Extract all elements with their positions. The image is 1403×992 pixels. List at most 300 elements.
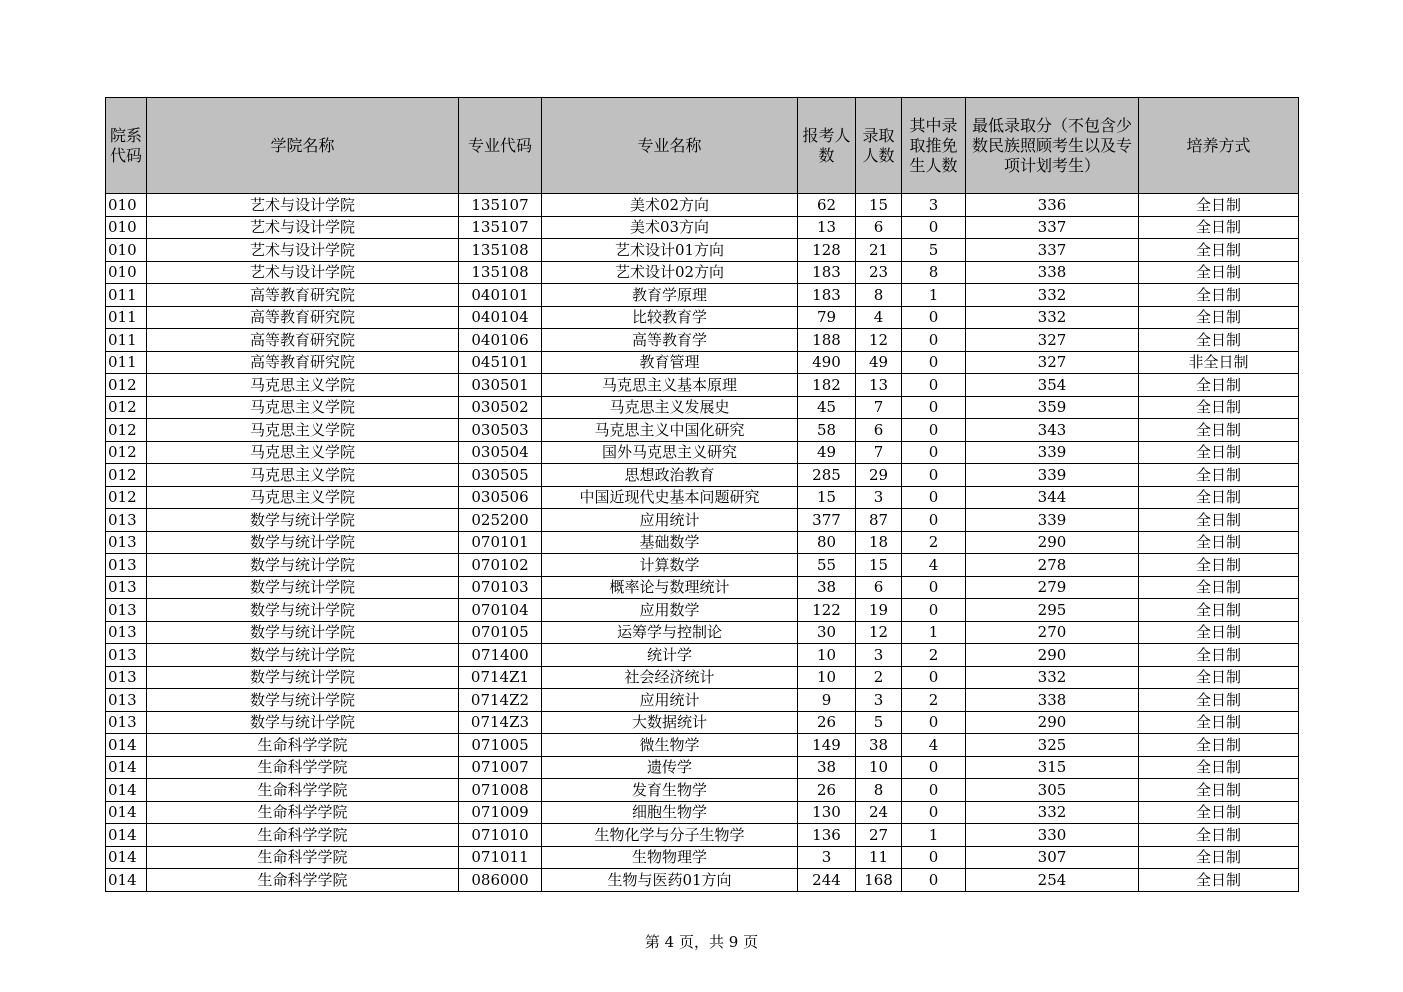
min-score-cell: 339: [966, 509, 1139, 532]
table-row: [106, 216, 1299, 239]
recommended-cell: 0: [902, 464, 966, 487]
admitted-cell: 8: [856, 779, 902, 802]
major-name-cell: 概率论与数理统计: [542, 576, 798, 599]
header-recommended: 其中录取推免生人数: [902, 98, 966, 194]
major-code-cell: 0714Z2: [459, 689, 542, 712]
table-row: [106, 464, 1299, 487]
min-score-cell: 339: [966, 441, 1139, 464]
admitted-cell: 2: [856, 666, 902, 689]
study-mode-cell: 全日制: [1139, 441, 1299, 464]
admitted-cell: 8: [856, 284, 902, 307]
recommended-cell: 1: [902, 621, 966, 644]
major-code-cell: 135108: [459, 239, 542, 262]
major-code-cell: 030501: [459, 374, 542, 397]
recommended-cell: 8: [902, 261, 966, 284]
major-code-cell: 135107: [459, 216, 542, 239]
study-mode-cell: 全日制: [1139, 194, 1299, 217]
study-mode-cell: 全日制: [1139, 644, 1299, 667]
table-row: [106, 284, 1299, 307]
applicants-cell: 58: [798, 419, 856, 442]
major-name-cell: 基础数学: [542, 531, 798, 554]
dept-code-cell: 013: [106, 576, 147, 599]
study-mode-cell: 全日制: [1139, 509, 1299, 532]
dept-code-cell: 011: [106, 329, 147, 352]
applicants-cell: 38: [798, 756, 856, 779]
table-body: [106, 194, 1299, 892]
admitted-cell: 6: [856, 576, 902, 599]
table-header: [106, 98, 1299, 194]
min-score-cell: 279: [966, 576, 1139, 599]
major-code-cell: 071400: [459, 644, 542, 667]
applicants-cell: 490: [798, 351, 856, 374]
major-code-cell: 070105: [459, 621, 542, 644]
table-row: [106, 531, 1299, 554]
college-name-cell: 生命科学学院: [147, 734, 459, 757]
study-mode-cell: 全日制: [1139, 419, 1299, 442]
college-name-cell: 生命科学学院: [147, 824, 459, 847]
college-name-cell: 数学与统计学院: [147, 644, 459, 667]
admitted-cell: 49: [856, 351, 902, 374]
page-footer: 第 4 页，共 9 页: [644, 933, 759, 951]
admitted-cell: 7: [856, 441, 902, 464]
college-name-cell: 马克思主义学院: [147, 396, 459, 419]
recommended-cell: 0: [902, 441, 966, 464]
recommended-cell: 0: [902, 756, 966, 779]
applicants-cell: 13: [798, 216, 856, 239]
major-code-cell: 086000: [459, 869, 542, 892]
min-score-cell: 338: [966, 261, 1139, 284]
major-name-cell: 艺术设计01方向: [542, 239, 798, 262]
major-name-cell: 遗传学: [542, 756, 798, 779]
admitted-cell: 3: [856, 644, 902, 667]
header-major-code: 专业代码: [459, 98, 542, 194]
applicants-cell: 62: [798, 194, 856, 217]
applicants-cell: 49: [798, 441, 856, 464]
major-name-cell: 美术02方向: [542, 194, 798, 217]
applicants-cell: 285: [798, 464, 856, 487]
study-mode-cell: 全日制: [1139, 329, 1299, 352]
major-code-cell: 0714Z3: [459, 711, 542, 734]
min-score-cell: 337: [966, 239, 1139, 262]
dept-code-cell: 013: [106, 666, 147, 689]
admitted-cell: 38: [856, 734, 902, 757]
min-score-cell: 344: [966, 486, 1139, 509]
major-name-cell: 运筹学与控制论: [542, 621, 798, 644]
admitted-cell: 87: [856, 509, 902, 532]
major-name-cell: 计算数学: [542, 554, 798, 577]
table-row: [106, 824, 1299, 847]
study-mode-cell: 全日制: [1139, 621, 1299, 644]
major-code-cell: 0714Z1: [459, 666, 542, 689]
major-code-cell: 030503: [459, 419, 542, 442]
study-mode-cell: 全日制: [1139, 846, 1299, 869]
min-score-cell: 290: [966, 711, 1139, 734]
admitted-cell: 6: [856, 419, 902, 442]
dept-code-cell: 012: [106, 374, 147, 397]
study-mode-cell: 全日制: [1139, 374, 1299, 397]
table-row: [106, 396, 1299, 419]
study-mode-cell: 全日制: [1139, 711, 1299, 734]
major-name-cell: 马克思主义中国化研究: [542, 419, 798, 442]
applicants-cell: 9: [798, 689, 856, 712]
major-name-cell: 生物物理学: [542, 846, 798, 869]
recommended-cell: 2: [902, 644, 966, 667]
admitted-cell: 24: [856, 801, 902, 824]
min-score-cell: 332: [966, 666, 1139, 689]
dept-code-cell: 013: [106, 554, 147, 577]
applicants-cell: 3: [798, 846, 856, 869]
min-score-cell: 327: [966, 351, 1139, 374]
recommended-cell: 4: [902, 734, 966, 757]
major-name-cell: 生物与医药01方向: [542, 869, 798, 892]
table-row: [106, 846, 1299, 869]
table-row: [106, 509, 1299, 532]
dept-code-cell: 011: [106, 351, 147, 374]
major-name-cell: 中国近现代史基本问题研究: [542, 486, 798, 509]
dept-code-cell: 014: [106, 869, 147, 892]
min-score-cell: 290: [966, 644, 1139, 667]
admitted-cell: 23: [856, 261, 902, 284]
min-score-cell: 327: [966, 329, 1139, 352]
table-row: [106, 801, 1299, 824]
min-score-cell: 359: [966, 396, 1139, 419]
recommended-cell: 0: [902, 666, 966, 689]
applicants-cell: 80: [798, 531, 856, 554]
applicants-cell: 149: [798, 734, 856, 757]
college-name-cell: 数学与统计学院: [147, 554, 459, 577]
study-mode-cell: 非全日制: [1139, 351, 1299, 374]
college-name-cell: 数学与统计学院: [147, 509, 459, 532]
college-name-cell: 数学与统计学院: [147, 576, 459, 599]
applicants-cell: 30: [798, 621, 856, 644]
applicants-cell: 15: [798, 486, 856, 509]
table-row: [106, 621, 1299, 644]
applicants-cell: 183: [798, 261, 856, 284]
college-name-cell: 数学与统计学院: [147, 621, 459, 644]
recommended-cell: 2: [902, 689, 966, 712]
admitted-cell: 13: [856, 374, 902, 397]
college-name-cell: 艺术与设计学院: [147, 216, 459, 239]
major-name-cell: 社会经济统计: [542, 666, 798, 689]
dept-code-cell: 013: [106, 644, 147, 667]
major-name-cell: 马克思主义发展史: [542, 396, 798, 419]
admitted-cell: 12: [856, 621, 902, 644]
study-mode-cell: 全日制: [1139, 396, 1299, 419]
study-mode-cell: 全日制: [1139, 666, 1299, 689]
study-mode-cell: 全日制: [1139, 824, 1299, 847]
table-row: [106, 644, 1299, 667]
applicants-cell: 182: [798, 374, 856, 397]
table-row: [106, 441, 1299, 464]
table-row: [106, 374, 1299, 397]
major-code-cell: 071011: [459, 846, 542, 869]
admitted-cell: 10: [856, 756, 902, 779]
table-row: [106, 306, 1299, 329]
college-name-cell: 马克思主义学院: [147, 441, 459, 464]
major-name-cell: 统计学: [542, 644, 798, 667]
major-code-cell: 025200: [459, 509, 542, 532]
college-name-cell: 艺术与设计学院: [147, 261, 459, 284]
min-score-cell: 339: [966, 464, 1139, 487]
dept-code-cell: 010: [106, 239, 147, 262]
applicants-cell: 130: [798, 801, 856, 824]
dept-code-cell: 013: [106, 621, 147, 644]
college-name-cell: 高等教育研究院: [147, 351, 459, 374]
admitted-cell: 15: [856, 554, 902, 577]
dept-code-cell: 014: [106, 779, 147, 802]
applicants-cell: 79: [798, 306, 856, 329]
header-major-name: 专业名称: [542, 98, 798, 194]
min-score-cell: 254: [966, 869, 1139, 892]
table-row: [106, 554, 1299, 577]
major-name-cell: 比较教育学: [542, 306, 798, 329]
college-name-cell: 生命科学学院: [147, 801, 459, 824]
admitted-cell: 5: [856, 711, 902, 734]
major-code-cell: 135107: [459, 194, 542, 217]
study-mode-cell: 全日制: [1139, 576, 1299, 599]
college-name-cell: 马克思主义学院: [147, 419, 459, 442]
study-mode-cell: 全日制: [1139, 801, 1299, 824]
study-mode-cell: 全日制: [1139, 486, 1299, 509]
dept-code-cell: 014: [106, 846, 147, 869]
applicants-cell: 128: [798, 239, 856, 262]
table-row: [106, 666, 1299, 689]
study-mode-cell: 全日制: [1139, 869, 1299, 892]
major-code-cell: 030505: [459, 464, 542, 487]
admitted-cell: 6: [856, 216, 902, 239]
recommended-cell: 0: [902, 779, 966, 802]
recommended-cell: 3: [902, 194, 966, 217]
admitted-cell: 15: [856, 194, 902, 217]
major-code-cell: 070101: [459, 531, 542, 554]
dept-code-cell: 013: [106, 689, 147, 712]
major-name-cell: 马克思主义基本原理: [542, 374, 798, 397]
admitted-cell: 7: [856, 396, 902, 419]
college-name-cell: 生命科学学院: [147, 779, 459, 802]
applicants-cell: 183: [798, 284, 856, 307]
min-score-cell: 315: [966, 756, 1139, 779]
college-name-cell: 数学与统计学院: [147, 666, 459, 689]
recommended-cell: 0: [902, 576, 966, 599]
study-mode-cell: 全日制: [1139, 779, 1299, 802]
table-row: [106, 689, 1299, 712]
min-score-cell: 332: [966, 801, 1139, 824]
min-score-cell: 338: [966, 689, 1139, 712]
min-score-cell: 337: [966, 216, 1139, 239]
dept-code-cell: 012: [106, 486, 147, 509]
header-min-score: 最低录取分（不包含少数民族照顾考生以及专项计划考生）: [966, 98, 1139, 194]
dept-code-cell: 010: [106, 194, 147, 217]
college-name-cell: 马克思主义学院: [147, 464, 459, 487]
header-study-mode: 培养方式: [1139, 98, 1299, 194]
recommended-cell: 0: [902, 374, 966, 397]
study-mode-cell: 全日制: [1139, 216, 1299, 239]
table-row: [106, 419, 1299, 442]
major-code-cell: 071007: [459, 756, 542, 779]
recommended-cell: 1: [902, 284, 966, 307]
major-code-cell: 070103: [459, 576, 542, 599]
recommended-cell: 0: [902, 329, 966, 352]
major-name-cell: 生物化学与分子生物学: [542, 824, 798, 847]
dept-code-cell: 010: [106, 261, 147, 284]
college-name-cell: 马克思主义学院: [147, 374, 459, 397]
study-mode-cell: 全日制: [1139, 554, 1299, 577]
recommended-cell: 0: [902, 599, 966, 622]
college-name-cell: 高等教育研究院: [147, 306, 459, 329]
min-score-cell: 290: [966, 531, 1139, 554]
applicants-cell: 188: [798, 329, 856, 352]
table-row: [106, 351, 1299, 374]
recommended-cell: 0: [902, 486, 966, 509]
study-mode-cell: 全日制: [1139, 464, 1299, 487]
major-code-cell: 070104: [459, 599, 542, 622]
min-score-cell: 278: [966, 554, 1139, 577]
recommended-cell: 5: [902, 239, 966, 262]
applicants-cell: 45: [798, 396, 856, 419]
dept-code-cell: 012: [106, 464, 147, 487]
dept-code-cell: 014: [106, 756, 147, 779]
study-mode-cell: 全日制: [1139, 689, 1299, 712]
applicants-cell: 55: [798, 554, 856, 577]
major-code-cell: 040106: [459, 329, 542, 352]
min-score-cell: 354: [966, 374, 1139, 397]
admitted-cell: 3: [856, 689, 902, 712]
recommended-cell: 1: [902, 824, 966, 847]
study-mode-cell: 全日制: [1139, 756, 1299, 779]
college-name-cell: 艺术与设计学院: [147, 194, 459, 217]
study-mode-cell: 全日制: [1139, 599, 1299, 622]
recommended-cell: 0: [902, 869, 966, 892]
major-code-cell: 030502: [459, 396, 542, 419]
header-college-name: 学院名称: [147, 98, 459, 194]
recommended-cell: 2: [902, 531, 966, 554]
major-code-cell: 040101: [459, 284, 542, 307]
admitted-cell: 11: [856, 846, 902, 869]
dept-code-cell: 012: [106, 419, 147, 442]
major-name-cell: 发育生物学: [542, 779, 798, 802]
applicants-cell: 377: [798, 509, 856, 532]
major-name-cell: 应用统计: [542, 509, 798, 532]
major-code-cell: 045101: [459, 351, 542, 374]
min-score-cell: 330: [966, 824, 1139, 847]
recommended-cell: 0: [902, 351, 966, 374]
admission-table: [105, 97, 1299, 892]
min-score-cell: 325: [966, 734, 1139, 757]
dept-code-cell: 013: [106, 711, 147, 734]
study-mode-cell: 全日制: [1139, 239, 1299, 262]
min-score-cell: 295: [966, 599, 1139, 622]
admitted-cell: 3: [856, 486, 902, 509]
dept-code-cell: 010: [106, 216, 147, 239]
major-code-cell: 071009: [459, 801, 542, 824]
min-score-cell: 305: [966, 779, 1139, 802]
major-code-cell: 030506: [459, 486, 542, 509]
applicants-cell: 10: [798, 644, 856, 667]
recommended-cell: 0: [902, 216, 966, 239]
min-score-cell: 336: [966, 194, 1139, 217]
table-row: [106, 711, 1299, 734]
major-name-cell: 美术03方向: [542, 216, 798, 239]
study-mode-cell: 全日制: [1139, 284, 1299, 307]
major-name-cell: 教育学原理: [542, 284, 798, 307]
table-row: [106, 599, 1299, 622]
major-code-cell: 071005: [459, 734, 542, 757]
major-name-cell: 思想政治教育: [542, 464, 798, 487]
admitted-cell: 27: [856, 824, 902, 847]
college-name-cell: 生命科学学院: [147, 869, 459, 892]
college-name-cell: 高等教育研究院: [147, 329, 459, 352]
major-code-cell: 071010: [459, 824, 542, 847]
applicants-cell: 38: [798, 576, 856, 599]
table-row: [106, 869, 1299, 892]
admitted-cell: 19: [856, 599, 902, 622]
table-row: [106, 261, 1299, 284]
college-name-cell: 生命科学学院: [147, 756, 459, 779]
college-name-cell: 数学与统计学院: [147, 689, 459, 712]
major-name-cell: 应用统计: [542, 689, 798, 712]
min-score-cell: 343: [966, 419, 1139, 442]
table-row: [106, 576, 1299, 599]
dept-code-cell: 013: [106, 509, 147, 532]
dept-code-cell: 011: [106, 306, 147, 329]
study-mode-cell: 全日制: [1139, 531, 1299, 554]
min-score-cell: 270: [966, 621, 1139, 644]
dept-code-cell: 014: [106, 824, 147, 847]
table-row: [106, 486, 1299, 509]
table-row: [106, 239, 1299, 262]
dept-code-cell: 013: [106, 599, 147, 622]
recommended-cell: 0: [902, 306, 966, 329]
header-row: [106, 98, 1299, 194]
major-name-cell: 细胞生物学: [542, 801, 798, 824]
college-name-cell: 艺术与设计学院: [147, 239, 459, 262]
recommended-cell: 0: [902, 396, 966, 419]
min-score-cell: 307: [966, 846, 1139, 869]
major-name-cell: 艺术设计02方向: [542, 261, 798, 284]
min-score-cell: 332: [966, 306, 1139, 329]
dept-code-cell: 014: [106, 801, 147, 824]
admitted-cell: 21: [856, 239, 902, 262]
college-name-cell: 数学与统计学院: [147, 711, 459, 734]
major-code-cell: 030504: [459, 441, 542, 464]
college-name-cell: 生命科学学院: [147, 846, 459, 869]
major-name-cell: 高等教育学: [542, 329, 798, 352]
major-code-cell: 135108: [459, 261, 542, 284]
applicants-cell: 10: [798, 666, 856, 689]
applicants-cell: 244: [798, 869, 856, 892]
recommended-cell: 4: [902, 554, 966, 577]
admitted-cell: 18: [856, 531, 902, 554]
major-name-cell: 国外马克思主义研究: [542, 441, 798, 464]
dept-code-cell: 012: [106, 396, 147, 419]
recommended-cell: 0: [902, 711, 966, 734]
dept-code-cell: 011: [106, 284, 147, 307]
dept-code-cell: 012: [106, 441, 147, 464]
table-row: [106, 194, 1299, 217]
applicants-cell: 136: [798, 824, 856, 847]
major-code-cell: 071008: [459, 779, 542, 802]
college-name-cell: 数学与统计学院: [147, 531, 459, 554]
table-row: [106, 779, 1299, 802]
recommended-cell: 0: [902, 846, 966, 869]
study-mode-cell: 全日制: [1139, 734, 1299, 757]
table-row: [106, 734, 1299, 757]
dept-code-cell: 013: [106, 531, 147, 554]
recommended-cell: 0: [902, 419, 966, 442]
applicants-cell: 26: [798, 711, 856, 734]
study-mode-cell: 全日制: [1139, 261, 1299, 284]
college-name-cell: 高等教育研究院: [147, 284, 459, 307]
